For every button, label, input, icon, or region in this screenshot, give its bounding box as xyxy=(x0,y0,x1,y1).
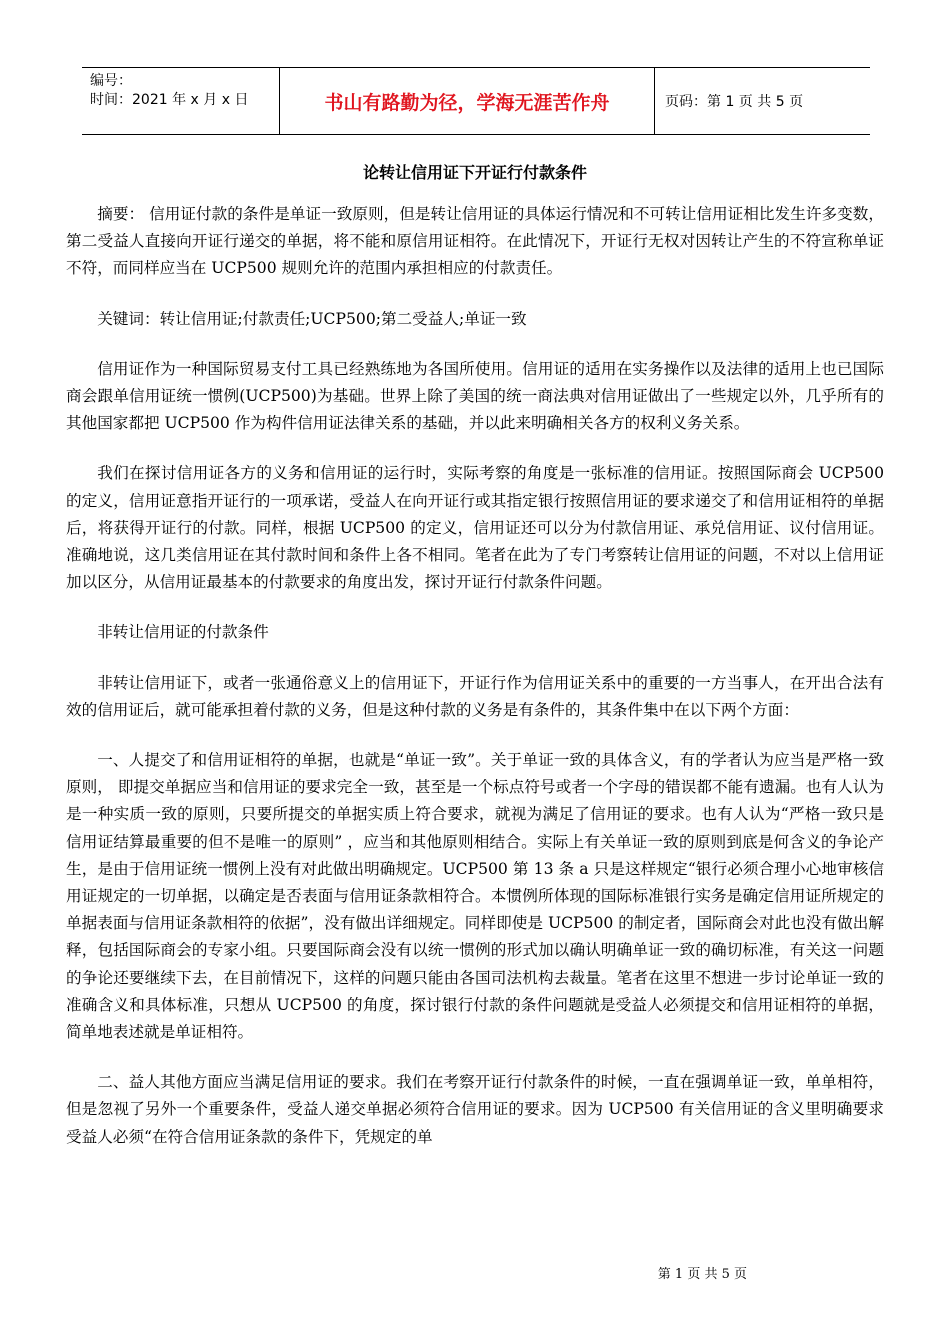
body-paragraph: 二、益人其他方面应当满足信用证的要求。我们在考察开证行付款条件的时候，一直在强调单证一致，单单相符，但是忽视了另外一个重要条件，受益人递交单据必须符合信用证的要求。因为 UCP500 有关信用证的含义里明确要求受益人必须“在符合信用证条款的条件下，凭规定的单 xyxy=(66,1073,884,1146)
document-number-label: 编号： xyxy=(90,73,132,89)
header-motto: 书山有路勤为径，学海无涯苦作舟 xyxy=(280,68,655,134)
document-body xyxy=(66,201,884,1174)
body-paragraph: 一、人提交了和信用证相符的单据，也就是“单证一致”。关于单证一致的具体含义，有的学者认为应当是严格一致原则， 即提交单据应当和信用证的要求完全一致，甚至是一个标点符号或者一个字母的错误都不能有遗漏。也有人认为是一种实质一致的原则，只要所提交的单据实质上符合要求，就视为满足了信用证的要求。也有人认为“严格一致只是信用证结算最重要的但不是唯一的原则” ，应当和其他原则相结合。实际上有关单证一致的原则到底是何含义的争论产生，是由于信用证统一惯例上没有对此做出明确规定。UCP500 第 13 条 a 只是这样规定“银行必须合理小心地审核信用证规定的一切单据，以确定是否表面与信用证条款相符合。本惯例所体现的国际标准银行实务是确定信用证所规定的单据表面与信用证条款相符的依据”，没有做出详细规定。同样即使是 UCP500 的制定者，国际商会对此也没有做出解释，包括国际商会的专家小组。只要国际商会没有以统一惯例的形式加以确认明确单证一致的确切标准，有关这一问题的争论还要继续下去，在目前情况下，这样的问题只能由各国司法机构去裁量。笔者在这里不想进一步讨论单证一致的准确含义和具体标准，只想从 UCP500 的角度，探讨银行付款的条件问题就是受益人必须提交和信用证相符的单据，简单地表述就是单证相符。 xyxy=(66,751,884,1042)
page-footer: 第 1 页 共 5 页 xyxy=(657,1267,747,1282)
header-page-info: 页码：第 1 页 共 5 页 xyxy=(665,94,804,110)
body-paragraph: 非转让信用证下，或者一张通俗意义上的信用证下，开证行作为信用证关系中的重要的一方当事人，在开出合法有效的信用证后，就可能承担着付款的义务，但是这种付款的义务是有条件的，其条件集中在以下两个方面： xyxy=(66,673,884,719)
keywords-paragraph: 关键词：转让信用证;付款责任;UCP500;第二受益人;单证一致 xyxy=(97,309,527,328)
abstract-paragraph: 摘要： 信用证付款的条件是单证一致原则，但是转让信用证的具体运行情况和不可转让信用证相比发生许多变数，第二受益人直接向开证行递交的单据，将不能和原信用证相符。在此情况下，开证行无权对因转让产生的不符宣称单证不符，而同样应当在 UCP500 规则允许的范围内承担相应的付款责任。 xyxy=(66,205,884,278)
body-paragraph: 信用证作为一种国际贸易支付工具已经熟练地为各国所使用。信用证的适用在实务操作以及法律的适用上也已国际商会跟单信用证统一惯例(UCP500)为基础。世界上除了美国的统一商法典对信用证做出了一些规定以外，几乎所有的其他国家都把 UCP500 作为构件信用证法律关系的基础，并以此来明确相关各方的权利义务关系。 xyxy=(66,359,884,433)
document-title: 论转让信用证下开证行付款条件 xyxy=(362,163,587,182)
document-date-label: 时间：2021 年 x 月 x 日 xyxy=(90,92,249,108)
section-heading: 非转让信用证的付款条件 xyxy=(97,623,269,642)
document-header xyxy=(82,67,870,135)
header-meta xyxy=(82,68,280,134)
body-paragraph: 我们在探讨信用证各方的义务和信用证的运行时，实际考察的角度是一张标准的信用证。按照国际商会 UCP500 的定义，信用证意指开证行的一项承诺，受益人在向开证行或其指定银行按照信用证的要求递交了和信用证相符的单据后，将获得开证行的付款。同样，根据 UCP500 的定义，信用证还可以分为付款信用证、承兑信用证、议付信用证。准确地说，这几类信用证在其付款时间和条件上各不相同。笔者在此为了专门考察转让信用证的问题，不对以上信用证加以区分，从信用证最基本的付款要求的角度出发，探讨开证行付款条件问题。 xyxy=(66,464,884,592)
